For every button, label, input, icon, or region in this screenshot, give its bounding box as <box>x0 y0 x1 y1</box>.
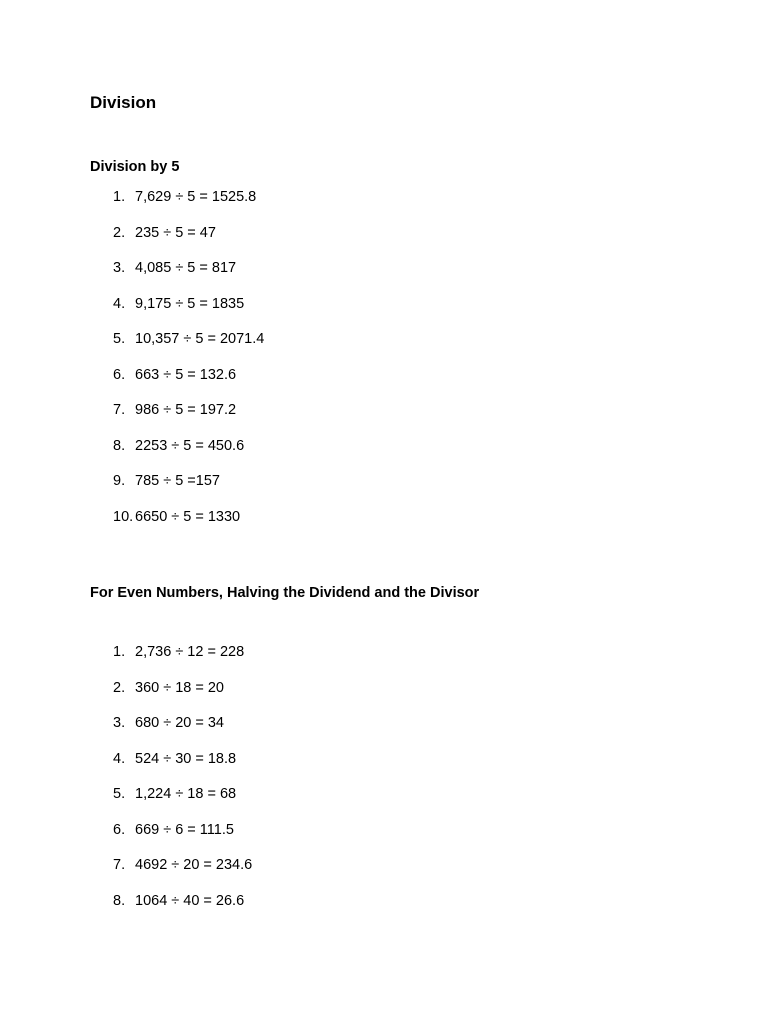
list-item-number: 3. <box>113 260 126 276</box>
list-item-equation: 7,629 ÷ 5 = 1525.8 <box>135 189 257 205</box>
list-item-equation: 986 ÷ 5 = 197.2 <box>135 402 237 418</box>
list-item-number: 4. <box>113 295 126 312</box>
list-item-number: 9. <box>113 473 126 489</box>
list-item-equation: 680 ÷ 20 = 34 <box>135 715 224 731</box>
list-item-number: 1. <box>113 189 126 205</box>
list-item-number: 2. <box>113 679 126 696</box>
list-item-equation: 4,085 ÷ 5 = 817 <box>135 260 237 276</box>
list-item-equation: 360 ÷ 18 = 20 <box>135 679 224 696</box>
list-item-equation: 2253 ÷ 5 = 450.6 <box>135 437 245 454</box>
list-item-equation: 524 ÷ 30 = 18.8 <box>135 750 237 767</box>
list-item-number: 4. <box>113 750 126 767</box>
list-item-number: 2. <box>113 224 126 241</box>
list-item-number: 10. <box>113 508 134 525</box>
section-heading-division-by-5: Division by 5 <box>90 159 180 175</box>
list-item-number: 7. <box>113 857 126 873</box>
list-item-number: 6. <box>113 821 126 838</box>
list-item-equation: 663 ÷ 5 = 132.6 <box>135 366 237 383</box>
list-item-number: 3. <box>113 715 126 731</box>
list-item-number: 8. <box>113 892 126 909</box>
list-item-equation: 6650 ÷ 5 = 1330 <box>135 508 241 525</box>
list-item-number: 7. <box>113 402 126 418</box>
list-item-equation: 9,175 ÷ 5 = 1835 <box>135 295 245 312</box>
list-item-equation: 669 ÷ 6 = 111.5 <box>135 821 234 838</box>
list-item-number: 1. <box>113 644 126 660</box>
list-item-number: 6. <box>113 366 126 383</box>
list-item-equation: 2,736 ÷ 12 = 228 <box>135 644 245 660</box>
list-item-number: 5. <box>113 786 126 802</box>
list-item-equation: 235 ÷ 5 = 47 <box>135 224 216 241</box>
list-item-equation: 10,357 ÷ 5 = 2071.4 <box>135 331 265 347</box>
document-title: Division <box>90 93 157 112</box>
list-item-equation: 4692 ÷ 20 = 234.6 <box>135 857 253 873</box>
list-item-equation: 1064 ÷ 40 = 26.6 <box>135 892 245 909</box>
list-item-number: 8. <box>113 437 126 454</box>
section-heading-halving: For Even Numbers, Halving the Dividend and the Divisor <box>90 585 480 601</box>
list-item-equation: 785 ÷ 5 =157 <box>135 473 220 489</box>
list-item-number: 5. <box>113 331 126 347</box>
list-item-equation: 1,224 ÷ 18 = 68 <box>135 786 237 802</box>
